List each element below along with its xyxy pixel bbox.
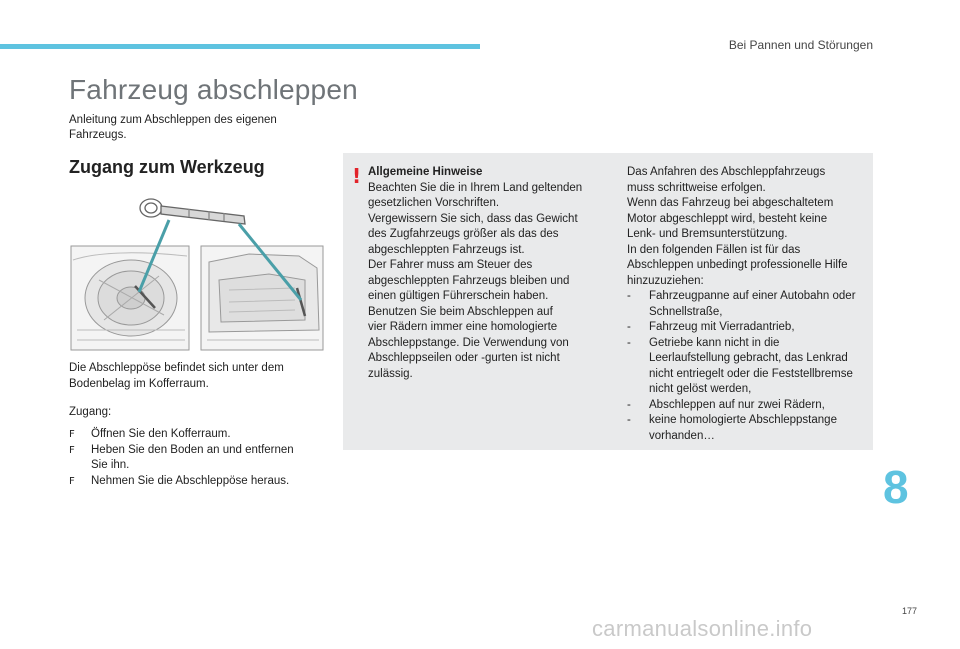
tow-eye-icon xyxy=(140,199,245,224)
warning-line: zulässig. xyxy=(368,367,413,380)
step-line: Sie ihn. xyxy=(91,459,130,471)
case-dash: - xyxy=(627,398,631,411)
top-accent-bar xyxy=(0,44,480,49)
trunk-panel xyxy=(201,246,323,350)
list-item xyxy=(69,427,319,443)
tow-eye-location-text xyxy=(69,361,319,392)
guidance-line: Wenn das Fahrzeug bei abgeschaltetem xyxy=(627,197,834,209)
warning-line: Beachten Sie die in Ihrem Land geltenden xyxy=(368,181,583,194)
list-item xyxy=(69,474,319,490)
intro-line: Fahrzeugs. xyxy=(69,129,127,141)
warning-line: abgeschleppten Fahrzeugs bleiben und xyxy=(368,274,570,287)
warning-line: einen gültigen Führerschein haben. xyxy=(368,290,549,302)
section-header: Bei Pannen und Störungen xyxy=(728,38,873,52)
step-bullet: F xyxy=(69,444,75,456)
warning-line: Abschleppseilen oder -gurten ist nicht xyxy=(368,352,560,364)
case-line: Fahrzeug mit Vierradantrieb, xyxy=(649,321,795,333)
case-line: nicht gelöst werden, xyxy=(649,383,752,395)
exclamation-icon: ! xyxy=(352,164,362,188)
access-label: Zugang: xyxy=(69,406,112,418)
location-line: Die Abschleppöse befindet sich unter dem xyxy=(69,362,284,374)
list-item xyxy=(69,443,319,474)
towing-guidance xyxy=(627,165,871,444)
spare-wheel-panel xyxy=(71,246,189,350)
general-notes xyxy=(368,165,603,382)
case-line: nicht entriegelt oder die Feststellbremse xyxy=(649,367,853,380)
chapter-number: 8 xyxy=(883,461,909,513)
page-number: 177 xyxy=(902,606,918,616)
list-item xyxy=(627,336,871,398)
guidance-line: muss schrittweise erfolgen. xyxy=(627,181,766,194)
case-line: keine homologierte Abschleppstange xyxy=(649,414,837,426)
warning-line: Vergewissern Sie sich, dass das Gewicht xyxy=(368,212,578,225)
step-bullet: F xyxy=(69,429,75,440)
guidance-line: In den folgenden Fällen ist für das xyxy=(627,243,801,256)
step-line: Nehmen Sie die Abschleppöse heraus. xyxy=(91,474,290,487)
list-item xyxy=(627,398,871,414)
warning-line: des Zugfahrzeugs größer als das des xyxy=(368,228,559,240)
case-dash: - xyxy=(627,414,631,426)
warning-line: vier Rädern immer eine homologierte xyxy=(368,321,558,333)
list-item xyxy=(627,320,871,336)
case-line: Leerlaufstellung gebracht, das Lenkrad xyxy=(649,352,848,364)
case-dash: - xyxy=(627,290,631,302)
guidance-line: Motor abgeschleppt wird, besteht keine xyxy=(627,212,828,225)
warning-line: Abschleppstange. Die Verwendung von xyxy=(368,336,569,349)
intro-line: Anleitung zum Abschleppen des eigenen xyxy=(69,114,277,126)
case-line: Getriebe kann nicht in die xyxy=(649,336,780,349)
intro-text xyxy=(69,113,309,143)
step-line: Öffnen Sie den Kofferraum. xyxy=(91,428,231,440)
case-dash: - xyxy=(627,336,631,349)
warning-line: Der Fahrer muss am Steuer des xyxy=(368,259,533,271)
warning-title: Allgemeine Hinweise xyxy=(368,166,483,178)
guidance-line: hinzuzuziehen: xyxy=(627,274,704,287)
case-line: Schnellstraße, xyxy=(649,305,723,318)
case-line: Abschleppen auf nur zwei Rädern, xyxy=(649,398,825,411)
access-steps xyxy=(69,427,319,489)
warning-line: Benutzen Sie beim Abschleppen auf xyxy=(368,305,553,318)
case-line: Fahrzeugpanne auf einer Autobahn oder xyxy=(649,290,856,302)
list-item xyxy=(627,413,871,444)
warning-line: abgeschleppten Fahrzeugs ist. xyxy=(368,243,525,256)
tool-access-heading: Zugang zum Werkzeug xyxy=(69,157,265,177)
step-line: Heben Sie den Boden an und entfernen xyxy=(91,443,294,456)
guidance-line: Lenk- und Bremsunterstützung. xyxy=(627,228,788,240)
case-dash: - xyxy=(627,321,631,333)
location-line: Bodenbelag im Kofferraum. xyxy=(69,377,209,390)
guidance-line: Das Anfahren des Abschleppfahrzeugs xyxy=(627,166,826,178)
guidance-line: Abschleppen unbedingt professionelle Hilfe xyxy=(627,259,848,271)
page-title: Fahrzeug abschleppen xyxy=(69,74,358,105)
tow-eye-trunk-illustration xyxy=(69,190,325,354)
case-line: vorhanden… xyxy=(649,429,715,442)
watermark: carmanualsonline.info xyxy=(592,616,813,641)
list-item xyxy=(627,289,871,320)
warning-line: gesetzlichen Vorschriften. xyxy=(368,197,500,209)
step-bullet: F xyxy=(69,475,75,487)
professional-help-cases xyxy=(627,289,871,444)
